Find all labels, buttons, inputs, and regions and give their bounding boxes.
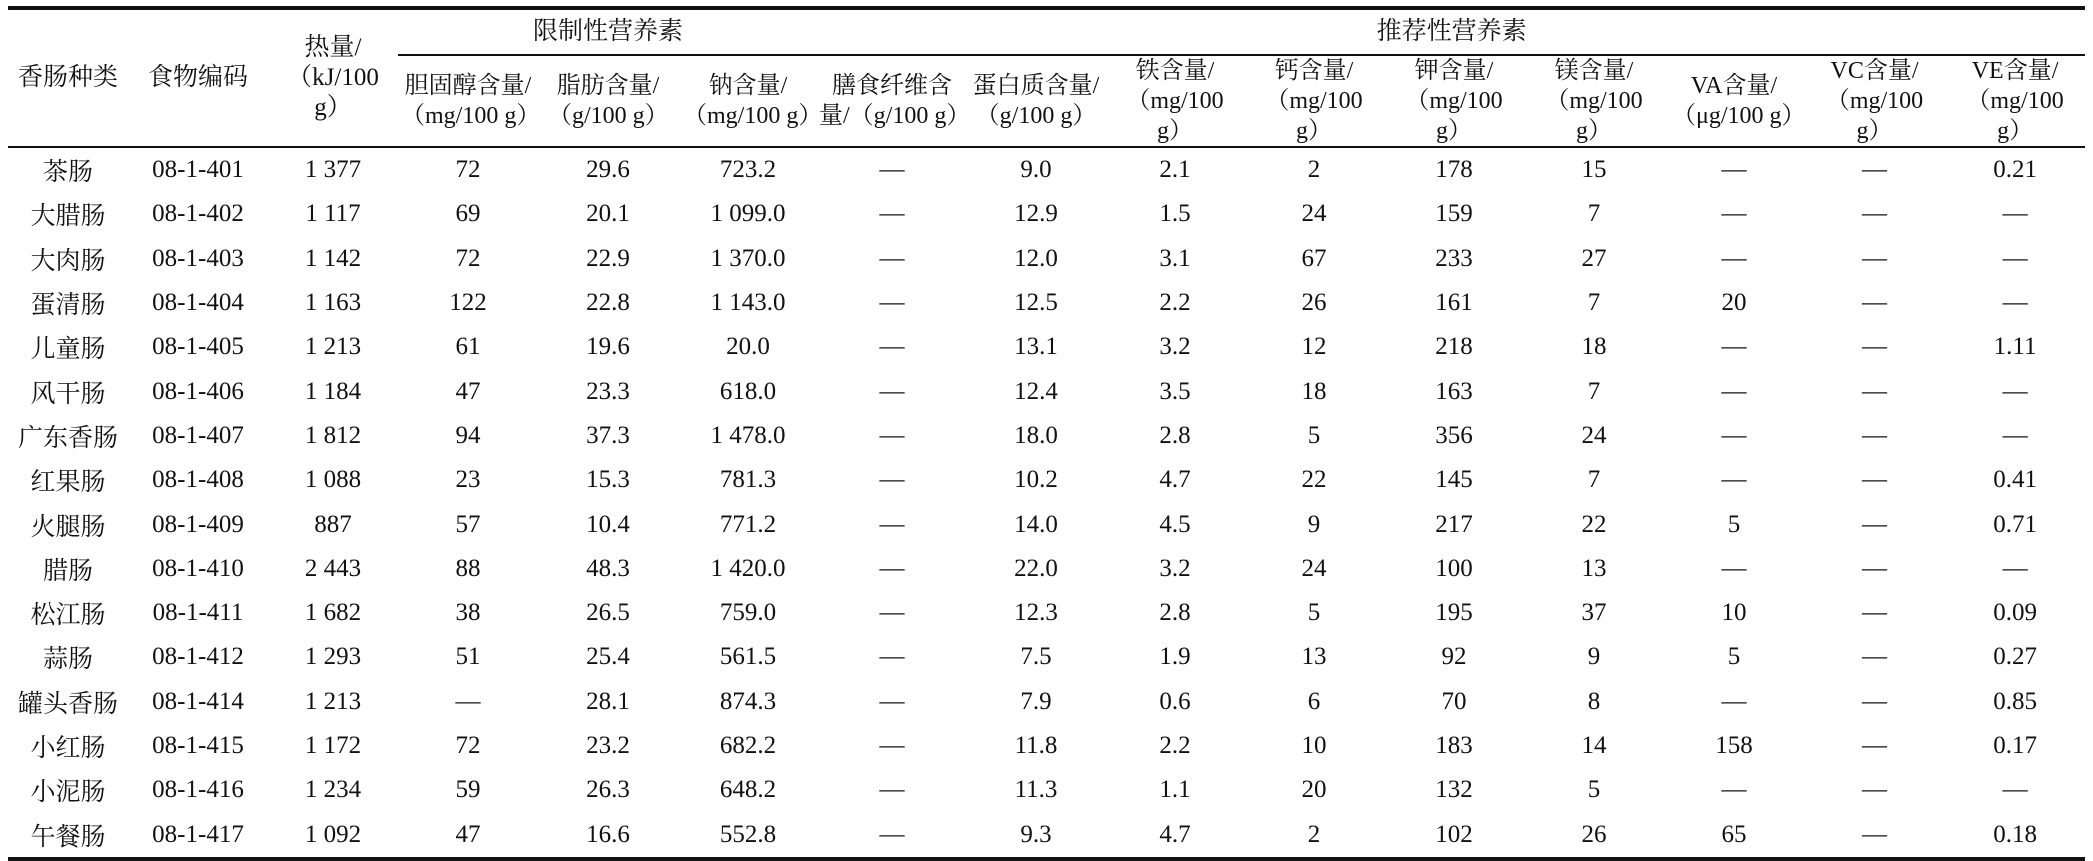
table-cell: 561.5 (719, 643, 777, 671)
table-cell: — (818, 812, 966, 858)
table-cell: 10 (1721, 599, 1747, 627)
cell-sausage-type: 小泥肠 (30, 779, 106, 807)
header-energy-text: 热量/（kJ/100 g） (287, 34, 379, 121)
table-row (8, 458, 2085, 502)
table-cell: 69 (455, 200, 481, 228)
table-cell: 178 (1435, 156, 1473, 184)
table-cell: — (1862, 289, 1888, 317)
table-cell: 1 172 (304, 732, 362, 759)
table-cell: 759.0 (719, 599, 777, 627)
table-cell: — (2002, 244, 2028, 272)
table-cell: 72 (455, 244, 481, 272)
table-cell: — (879, 466, 905, 494)
table-cell: — (455, 687, 481, 715)
table-cell: 1 478.0 (710, 421, 786, 449)
table-cell: 8 (1587, 687, 1601, 715)
table-cell: 26 (1524, 812, 1664, 858)
header-col (398, 55, 541, 147)
table-row (8, 635, 2085, 679)
table-cell: 218 (1435, 333, 1473, 361)
table-cell: 5 (1727, 643, 1741, 671)
table-row (8, 724, 2085, 768)
table-cell: 1.1 (1159, 776, 1191, 804)
table-cell: 22.8 (586, 289, 630, 317)
table-cell: 1 092 (268, 812, 398, 858)
table-cell: 65 (1664, 812, 1804, 858)
table-cell: 15 (1581, 156, 1607, 184)
table-cell: 618.0 (719, 377, 777, 405)
table-cell: 183 (1435, 732, 1473, 759)
cell-sausage-type: 罐头香肠 (17, 690, 118, 718)
table-cell: — (1721, 333, 1747, 361)
table-cell: 648.2 (719, 776, 777, 804)
table-cell: 4.5 (1159, 510, 1191, 538)
table-cell: 132 (1435, 776, 1473, 804)
header-group-recommend: 推荐性营养素 (818, 8, 2085, 55)
table-cell: 2 443 (304, 554, 362, 582)
table-cell: 13 (1581, 554, 1607, 582)
table-cell: 22 (1581, 510, 1607, 538)
table-cell: 92 (1441, 643, 1467, 671)
table-cell: — (1721, 377, 1747, 405)
header-col (1945, 55, 2085, 147)
cell-food-code: 08-1-411 (152, 599, 244, 627)
header-col-text: 铁含量/（mg/100 g） (1126, 58, 1224, 144)
header-col (1384, 55, 1524, 147)
sausage-nutrition-table (8, 6, 2085, 861)
table-cell: — (1862, 156, 1888, 184)
table-cell: 11.3 (1014, 776, 1058, 804)
header-col (966, 55, 1106, 147)
table-cell: 10 (1301, 732, 1327, 759)
cell-sausage-type: 红果肠 (30, 469, 106, 497)
table-cell: — (879, 333, 905, 361)
table-cell: 48.3 (586, 554, 630, 582)
table-row (8, 192, 2085, 236)
table-cell: — (1862, 643, 1888, 671)
table-cell: 47 (398, 812, 538, 858)
table-cell: 12.3 (1014, 599, 1058, 627)
table-cell: 5 (1307, 599, 1321, 627)
table-cell: 22.9 (586, 244, 630, 272)
cell-food-code: 08-1-401 (152, 156, 244, 184)
table-cell: — (1862, 554, 1888, 582)
table-cell: — (1862, 599, 1888, 627)
header-col-text: 蛋白质含量/（g/100 g） (972, 73, 1100, 129)
table-cell: 70 (1441, 687, 1467, 715)
table-cell: — (2002, 200, 2028, 228)
table-cell: 37 (1581, 599, 1607, 627)
table-cell: 12 (1301, 333, 1327, 361)
cell-food-code: 08-1-412 (152, 643, 244, 671)
header-col-text: 钙含量/（mg/100 g） (1265, 58, 1363, 144)
table-cell: 28.1 (586, 687, 630, 715)
table-cell: 163 (1435, 377, 1473, 405)
table-cell: 159 (1435, 200, 1473, 228)
cell-food-code: 08-1-403 (152, 244, 244, 272)
table-cell: — (879, 421, 905, 449)
table-cell: 217 (1435, 510, 1473, 538)
table-cell: 1 377 (304, 156, 362, 184)
table-cell: 12.5 (1014, 289, 1058, 317)
header-col-text: 膳食纤维含量/（g/100 g） (819, 73, 971, 129)
table-cell: — (1862, 466, 1888, 494)
table-cell: 7 (1587, 377, 1601, 405)
header-col (1664, 55, 1804, 147)
table-cell: 61 (455, 333, 481, 361)
table-cell: 26 (1301, 289, 1327, 317)
table-cell: — (1862, 200, 1888, 228)
table-cell: 1 213 (304, 333, 362, 361)
table-cell: — (1862, 510, 1888, 538)
table-cell: 1 213 (304, 687, 362, 715)
table-cell: 12.4 (1014, 377, 1058, 405)
table-cell: — (2002, 421, 2028, 449)
table-cell: — (1721, 421, 1747, 449)
table-cell: — (1721, 156, 1747, 184)
table-cell: 7 (1587, 466, 1601, 494)
table-cell: — (1721, 687, 1747, 715)
table-cell: 18 (1581, 333, 1607, 361)
table-cell: 1 142 (304, 244, 362, 272)
header-col-text: VE含量/（mg/100 g） (1966, 58, 2064, 144)
cell-food-code: 08-1-414 (152, 687, 244, 715)
table-cell: 3.1 (1159, 244, 1191, 272)
header-col-text: 脂肪含量/（g/100 g） (548, 73, 669, 129)
header-col-text: 钾含量/（mg/100 g） (1405, 58, 1503, 144)
table-row (8, 768, 2085, 812)
header-col (1804, 55, 1945, 147)
table-cell: 19.6 (586, 333, 630, 361)
table-cell: — (2002, 289, 2028, 317)
table-cell: 20 (1721, 289, 1747, 317)
table-cell: — (879, 510, 905, 538)
table-cell: 12.9 (1014, 200, 1058, 228)
table-cell: 1 088 (304, 466, 362, 494)
table-cell: — (879, 599, 905, 627)
table-cell: — (1721, 776, 1747, 804)
table-cell: 723.2 (719, 156, 777, 184)
table-cell: 7 (1587, 200, 1601, 228)
cell-sausage-type: 松江肠 (30, 602, 106, 630)
table-row (8, 237, 2085, 281)
table-cell: — (1721, 200, 1747, 228)
table-cell: 24 (1301, 554, 1327, 582)
table-cell: — (1862, 732, 1888, 759)
cell-sausage-type: 腊肠 (42, 557, 93, 585)
table-cell: 23.2 (586, 732, 630, 759)
table-cell: 14.0 (1014, 510, 1058, 538)
table-cell: — (879, 732, 905, 759)
header-energy (268, 8, 398, 147)
cell-food-code: 08-1-410 (152, 554, 244, 582)
table-cell: 9.0 (1020, 156, 1052, 184)
table-row (8, 147, 2085, 192)
table-cell: 3.5 (1159, 377, 1191, 405)
header-col-text: 镁含量/（mg/100 g） (1545, 58, 1643, 144)
table-cell: 25.4 (586, 643, 630, 671)
table-cell: 356 (1435, 421, 1473, 449)
table-row (8, 591, 2085, 635)
header-col-text: VA含量/（μg/100 g） (1672, 73, 1806, 129)
table-cell: 1 812 (304, 421, 362, 449)
cell-food-code: 08-1-402 (152, 200, 244, 228)
table-cell: 0.27 (1993, 643, 2037, 671)
table-cell: 20.1 (586, 200, 630, 228)
cell-food-code: 08-1-407 (152, 421, 244, 449)
header-code: 食物编码 (128, 8, 268, 147)
table-cell: 874.3 (719, 687, 777, 715)
table-cell: 2.1 (1159, 156, 1191, 184)
table-cell: — (1721, 244, 1747, 272)
cell-food-code: 08-1-404 (152, 289, 244, 317)
table-cell: — (879, 554, 905, 582)
table-cell: 2 (1244, 812, 1384, 858)
cell-sausage-type: 风干肠 (30, 380, 106, 408)
table-cell: 18.0 (1014, 421, 1058, 449)
table-row (8, 281, 2085, 325)
table-cell: 771.2 (719, 510, 777, 538)
table-cell: 682.2 (719, 732, 777, 759)
table-cell: 0.17 (1993, 732, 2037, 759)
table-cell: 0.85 (1993, 687, 2037, 715)
table-cell: 7 (1587, 289, 1601, 317)
table-cell: 1 163 (304, 289, 362, 317)
cell-food-code: 08-1-406 (152, 377, 244, 405)
header-col (818, 55, 971, 147)
table-cell: 10.2 (1014, 466, 1058, 494)
table-cell: 72 (455, 156, 481, 184)
cell-sausage-type: 儿童肠 (30, 336, 106, 364)
table-cell: 51 (455, 643, 481, 671)
table-cell: 1.9 (1159, 643, 1191, 671)
table-cell: 1 370.0 (710, 244, 786, 272)
table-cell: 3.2 (1159, 333, 1191, 361)
table-cell: 1 117 (305, 200, 361, 228)
table-row (8, 547, 2085, 591)
table-cell: 2.8 (1159, 421, 1191, 449)
table-cell: 27 (1581, 244, 1607, 272)
table-body (8, 147, 2085, 859)
table-cell: 47 (455, 377, 481, 405)
table-cell: 5 (1587, 776, 1601, 804)
table-cell: 0.6 (1159, 687, 1191, 715)
table-cell: — (2002, 377, 2028, 405)
table-row (8, 502, 2085, 546)
table-cell: 94 (455, 421, 481, 449)
table-cell: 5 (1727, 510, 1741, 538)
cell-food-code: 08-1-417 (128, 812, 268, 858)
table-cell: 122 (449, 289, 487, 317)
table-cell: 1 234 (304, 776, 362, 804)
table-cell: 0.09 (1993, 599, 2037, 627)
header-col-text: 钠含量/（mg/100 g） (683, 73, 823, 129)
table-cell: 6 (1307, 687, 1321, 715)
table-cell: — (879, 244, 905, 272)
table-cell: 102 (1384, 812, 1524, 858)
table-cell: 0.71 (1993, 510, 2037, 538)
table-row (8, 325, 2085, 369)
table-cell: — (1862, 244, 1888, 272)
table-cell: 1.5 (1159, 200, 1191, 228)
table-cell: 552.8 (678, 812, 818, 858)
table-cell: — (1721, 554, 1747, 582)
table-cell: 1 420.0 (710, 554, 786, 582)
table-row (8, 414, 2085, 458)
table-cell: 2.8 (1159, 599, 1191, 627)
table-cell: — (1862, 687, 1888, 715)
table-cell: 67 (1301, 244, 1327, 272)
table-cell: 2.2 (1159, 289, 1191, 317)
cell-sausage-type: 大腊肠 (30, 203, 106, 231)
table-cell: 23.3 (586, 377, 630, 405)
cell-sausage-type: 午餐肠 (8, 812, 128, 858)
table-cell: 22.0 (1014, 554, 1058, 582)
header-type: 香肠种类 (8, 8, 128, 147)
table-cell: — (1721, 466, 1747, 494)
table-cell: — (1862, 377, 1888, 405)
table-cell: 37.3 (586, 421, 630, 449)
table-cell: 12.0 (1014, 244, 1058, 272)
table-cell: 0.21 (1993, 156, 2037, 184)
table-cell: 233 (1435, 244, 1473, 272)
table-cell: 29.6 (586, 156, 630, 184)
cell-sausage-type: 广东香肠 (17, 424, 118, 452)
table-cell: 158 (1715, 732, 1753, 759)
cell-food-code: 08-1-416 (152, 776, 244, 804)
table-cell: 13.1 (1014, 333, 1058, 361)
table-cell: 2 (1307, 156, 1321, 184)
cell-sausage-type: 大肉肠 (30, 247, 106, 275)
table-cell: 1.11 (1993, 333, 2037, 361)
table-cell: — (1862, 421, 1888, 449)
table-cell: 781.3 (719, 466, 777, 494)
table-cell: 887 (314, 510, 352, 538)
cell-sausage-type: 蒜肠 (42, 646, 93, 674)
table-cell: 145 (1435, 466, 1473, 494)
table-cell: 3.2 (1159, 554, 1191, 582)
cell-sausage-type: 茶肠 (42, 159, 93, 187)
table-cell: 100 (1435, 554, 1473, 582)
table-cell: 72 (455, 732, 481, 759)
table-cell: 7.5 (1020, 643, 1052, 671)
header-col-text: VC含量/（mg/100 g） (1825, 58, 1924, 144)
table-cell: 18 (1301, 377, 1327, 405)
header-col-text: 胆固醇含量/（mg/100 g） (401, 73, 541, 129)
table-cell: 1 099.0 (710, 200, 786, 228)
cell-sausage-type: 火腿肠 (30, 513, 106, 541)
table-cell: — (879, 156, 905, 184)
header-col (1106, 55, 1244, 147)
table-cell: 0.18 (1945, 812, 2085, 858)
table-row (8, 369, 2085, 413)
table-cell: — (2002, 554, 2028, 582)
table-cell: 26.3 (586, 776, 630, 804)
table-cell: 4.7 (1106, 812, 1244, 858)
table-row (8, 812, 2085, 858)
table-cell: — (1862, 333, 1888, 361)
table-cell: 20 (1301, 776, 1327, 804)
table-cell: 1 293 (304, 643, 362, 671)
table-cell: 23 (455, 466, 481, 494)
cell-food-code: 08-1-409 (152, 510, 244, 538)
table-cell: — (879, 643, 905, 671)
table-cell: 24 (1301, 200, 1327, 228)
table-row (8, 680, 2085, 724)
table-cell: 4.7 (1159, 466, 1191, 494)
table-cell: 15.3 (586, 466, 630, 494)
table-cell: 26.5 (586, 599, 630, 627)
table-cell: 1 682 (304, 599, 362, 627)
table-cell: — (879, 687, 905, 715)
header-col (1244, 55, 1384, 147)
table-cell: 195 (1435, 599, 1473, 627)
cell-food-code: 08-1-405 (152, 333, 244, 361)
table-cell: 9 (1587, 643, 1601, 671)
table-cell: 59 (455, 776, 481, 804)
table-cell: 10.4 (586, 510, 630, 538)
table-cell: — (879, 200, 905, 228)
table-cell: 7.9 (1020, 687, 1052, 715)
header-col (1524, 55, 1664, 147)
table-cell: 11.8 (1014, 732, 1058, 759)
table-cell: 1 143.0 (710, 289, 786, 317)
cell-food-code: 08-1-408 (152, 466, 244, 494)
header-group-limit: 限制性营养素 (398, 8, 818, 55)
table-cell: 5 (1307, 421, 1321, 449)
table-cell: — (879, 289, 905, 317)
table-cell: 0.41 (1993, 466, 2037, 494)
table-cell: 13 (1301, 643, 1327, 671)
table-cell: 20.0 (726, 333, 770, 361)
table-cell: 57 (455, 510, 481, 538)
nutrition-table-container (8, 6, 2085, 861)
cell-sausage-type: 蛋清肠 (30, 292, 106, 320)
table-cell: 22 (1301, 466, 1327, 494)
table-cell: 161 (1435, 289, 1473, 317)
header-col (538, 55, 678, 147)
table-cell: — (879, 377, 905, 405)
table-cell: 24 (1581, 421, 1607, 449)
cell-sausage-type: 小红肠 (30, 735, 106, 762)
table-cell: — (1862, 776, 1888, 804)
header-col (678, 55, 823, 147)
table-cell: 2.2 (1159, 732, 1191, 759)
table-cell: 14 (1581, 732, 1607, 759)
table-cell: 9.3 (966, 812, 1106, 858)
table-cell: 16.6 (538, 812, 678, 858)
table-cell: 88 (455, 554, 481, 582)
table-cell: 38 (455, 599, 481, 627)
table-cell: 1 184 (304, 377, 362, 405)
table-cell: — (1804, 812, 1945, 858)
table-cell: — (2002, 776, 2028, 804)
header-row-groups (8, 8, 2085, 55)
table-cell: 9 (1307, 510, 1321, 538)
table-cell: — (879, 776, 905, 804)
cell-food-code: 08-1-415 (152, 732, 244, 759)
